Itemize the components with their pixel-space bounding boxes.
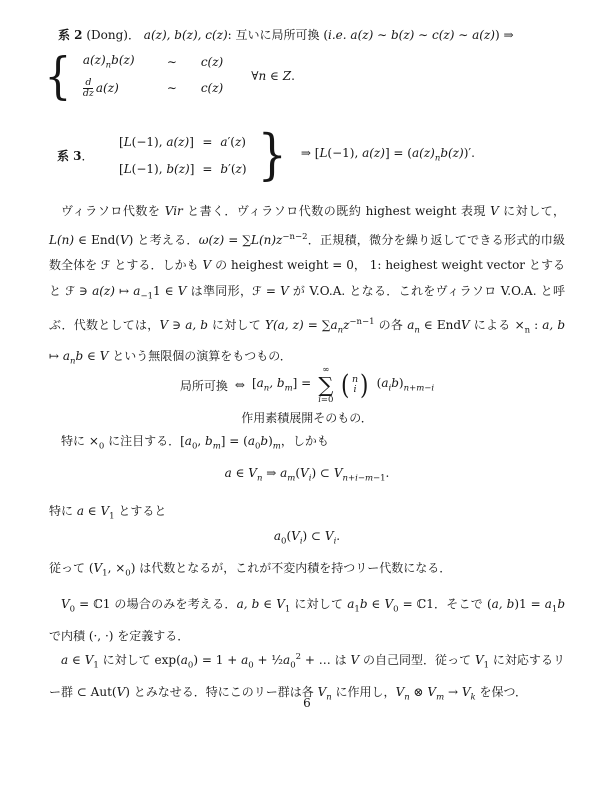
paragraph-virasoro: ヴィラソロ代数を Vir と書く．ヴィラソロ代数の既約 highest weight 表現 V に対して，L(n) ∈ End(V) と考える．$\omega(z) = \sum L(n)z^{-n-2}$．正規積，微分を繰り返してできる形式的巾級数全体を ℱ とする．しかも V の heighest weight = 0， 1: heighest weight vector とすると ℱ ∋ a(z) ↦ $a_{-1}1$ ∈ V は準同形，ℱ = V が V.O.A. となる．これをヴィラソロ V.O.A. と呼ぶ．代数としては，V ∋ a, b に対して Y(a, $z) = \sum a_nz^{-n-1}$ の各 $a_n$ ∈ EndV による $\times_n$ : a, b ↦ $a_nb$ ∈ V という無限個の演算をもつもの． xyxy=(49,204,566,367)
sum-lower-limit: i=0 xyxy=(318,394,334,405)
cases-row1-lhs: $a(z)_nb(z)$ xyxy=(82,53,135,71)
derivative-fraction: $\frac{d}{dz}$ xyxy=(82,76,94,99)
equation-tail: $(a_ib)_{n+m-i}$ xyxy=(376,376,435,394)
binomial-top: n xyxy=(352,373,359,385)
corollary-3-conclusion: ⇒ [L(−1), $a(z)] = (a(z)_nb(z))'$. xyxy=(300,146,475,164)
inner-product-paragraph: $V_0$ = ℂ1 の場合のみを考える．a, b ∈ $V_1$ に対して $a_1b$ ∈ $V_0$ = ℂ1．そこで (a, $b)1 = a_1b$ で内積 (·, ·) を定義する． xyxy=(49,597,566,644)
equals-sign: = xyxy=(202,134,213,149)
corollary-3-eq1-rhs: a′(z) xyxy=(220,134,246,149)
corollary-2-cases xyxy=(42,47,565,105)
locality-label: 局所可換 xyxy=(179,378,228,393)
corollary-2 xyxy=(44,26,565,105)
sum-upper-limit: ∞ xyxy=(322,364,330,375)
corollary-3-label: 系 3． xyxy=(57,148,94,163)
binomial-entries xyxy=(352,375,358,396)
close-paren: ) xyxy=(360,369,369,401)
locality-equation xyxy=(49,362,565,408)
equals-sign: = xyxy=(202,161,213,176)
corollary-3-eq2-lhs: [L(−1), b(z)] xyxy=(119,161,195,176)
summation-symbol xyxy=(318,366,333,405)
cases-rows xyxy=(83,53,223,98)
binomial-bottom: i xyxy=(353,384,357,395)
cases-row2-lhs: $\frac{d}{dz}$ a(z) xyxy=(82,76,119,99)
cases-row1-relation: ∼ xyxy=(166,54,177,69)
corollary-2-statement-line xyxy=(49,26,565,43)
v1-inclusion-equation: $a_0(V_i)$ ⊂ $V_i$. xyxy=(273,529,341,547)
corollary-2-statement: a(z), b(z), c(z): 互いに局所可換 (i.e. a(z) ∼ b(z) ∼ c(z) ∼ a(z)) ⇒ xyxy=(143,28,514,42)
v1-assumption: 特に a ∈ $V_1$ とすると xyxy=(49,504,167,522)
ope-note: 作用素積展開そのもの． xyxy=(241,411,373,425)
open-paren: ( xyxy=(341,369,350,401)
automorphism-paragraph: a ∈ $V_1$ に対して $\exp(a_0) = 1 + a_0$ + $\frac{1}{2}a_0^2$ + … は V の自己同型．従って $V_1$ に対応するリー群 ⊂ Aut(V) とみなせる．特にこのリー群は各 $V_n$ に作用し，$V_n$ ⊗ $V_m \to V_k$ を保つ． xyxy=(49,652,565,703)
corollary-3-equations xyxy=(119,135,247,176)
left-brace: { xyxy=(44,47,72,105)
lie-algebra-remark: 従って ($V_1$, $\times_0$) は代数となるが，これが不変内積を持つリー代数になる． xyxy=(49,561,452,579)
corollary-2-label: 系 2 (Dong)． xyxy=(58,28,140,42)
forall-quantifier: ∀n ∈ Z. xyxy=(251,69,295,83)
action-equation: a ∈ $V_n$ ⇒ $a_m(V_i)$ ⊂ $V_{n+i-m-1}$. xyxy=(224,466,390,484)
right-brace: } xyxy=(257,123,287,186)
binomial-coefficient xyxy=(340,369,369,401)
corollary-3-eq2-rhs: b′(z) xyxy=(220,161,247,176)
corollary-3 xyxy=(49,123,565,186)
cases-row2-rhs: c(z) xyxy=(200,81,224,96)
iff-arrow: ⇔ xyxy=(234,378,245,392)
page-number: 6 xyxy=(303,696,311,710)
corollary-3-eq1-lhs: [L(−1), a(z)] xyxy=(119,134,194,149)
sigma-glyph: ∑ xyxy=(318,372,334,397)
commutator-lhs: [$a_n$, $b_m$] = xyxy=(251,376,312,394)
cases-row2-relation: ∼ xyxy=(166,81,177,96)
x0-remark: 特に $\times_0$ に注目する．[$a_0$, $b_m] = (a_0b)_m$，しかも xyxy=(61,434,329,452)
cases-row1-rhs: c(z) xyxy=(200,54,224,69)
